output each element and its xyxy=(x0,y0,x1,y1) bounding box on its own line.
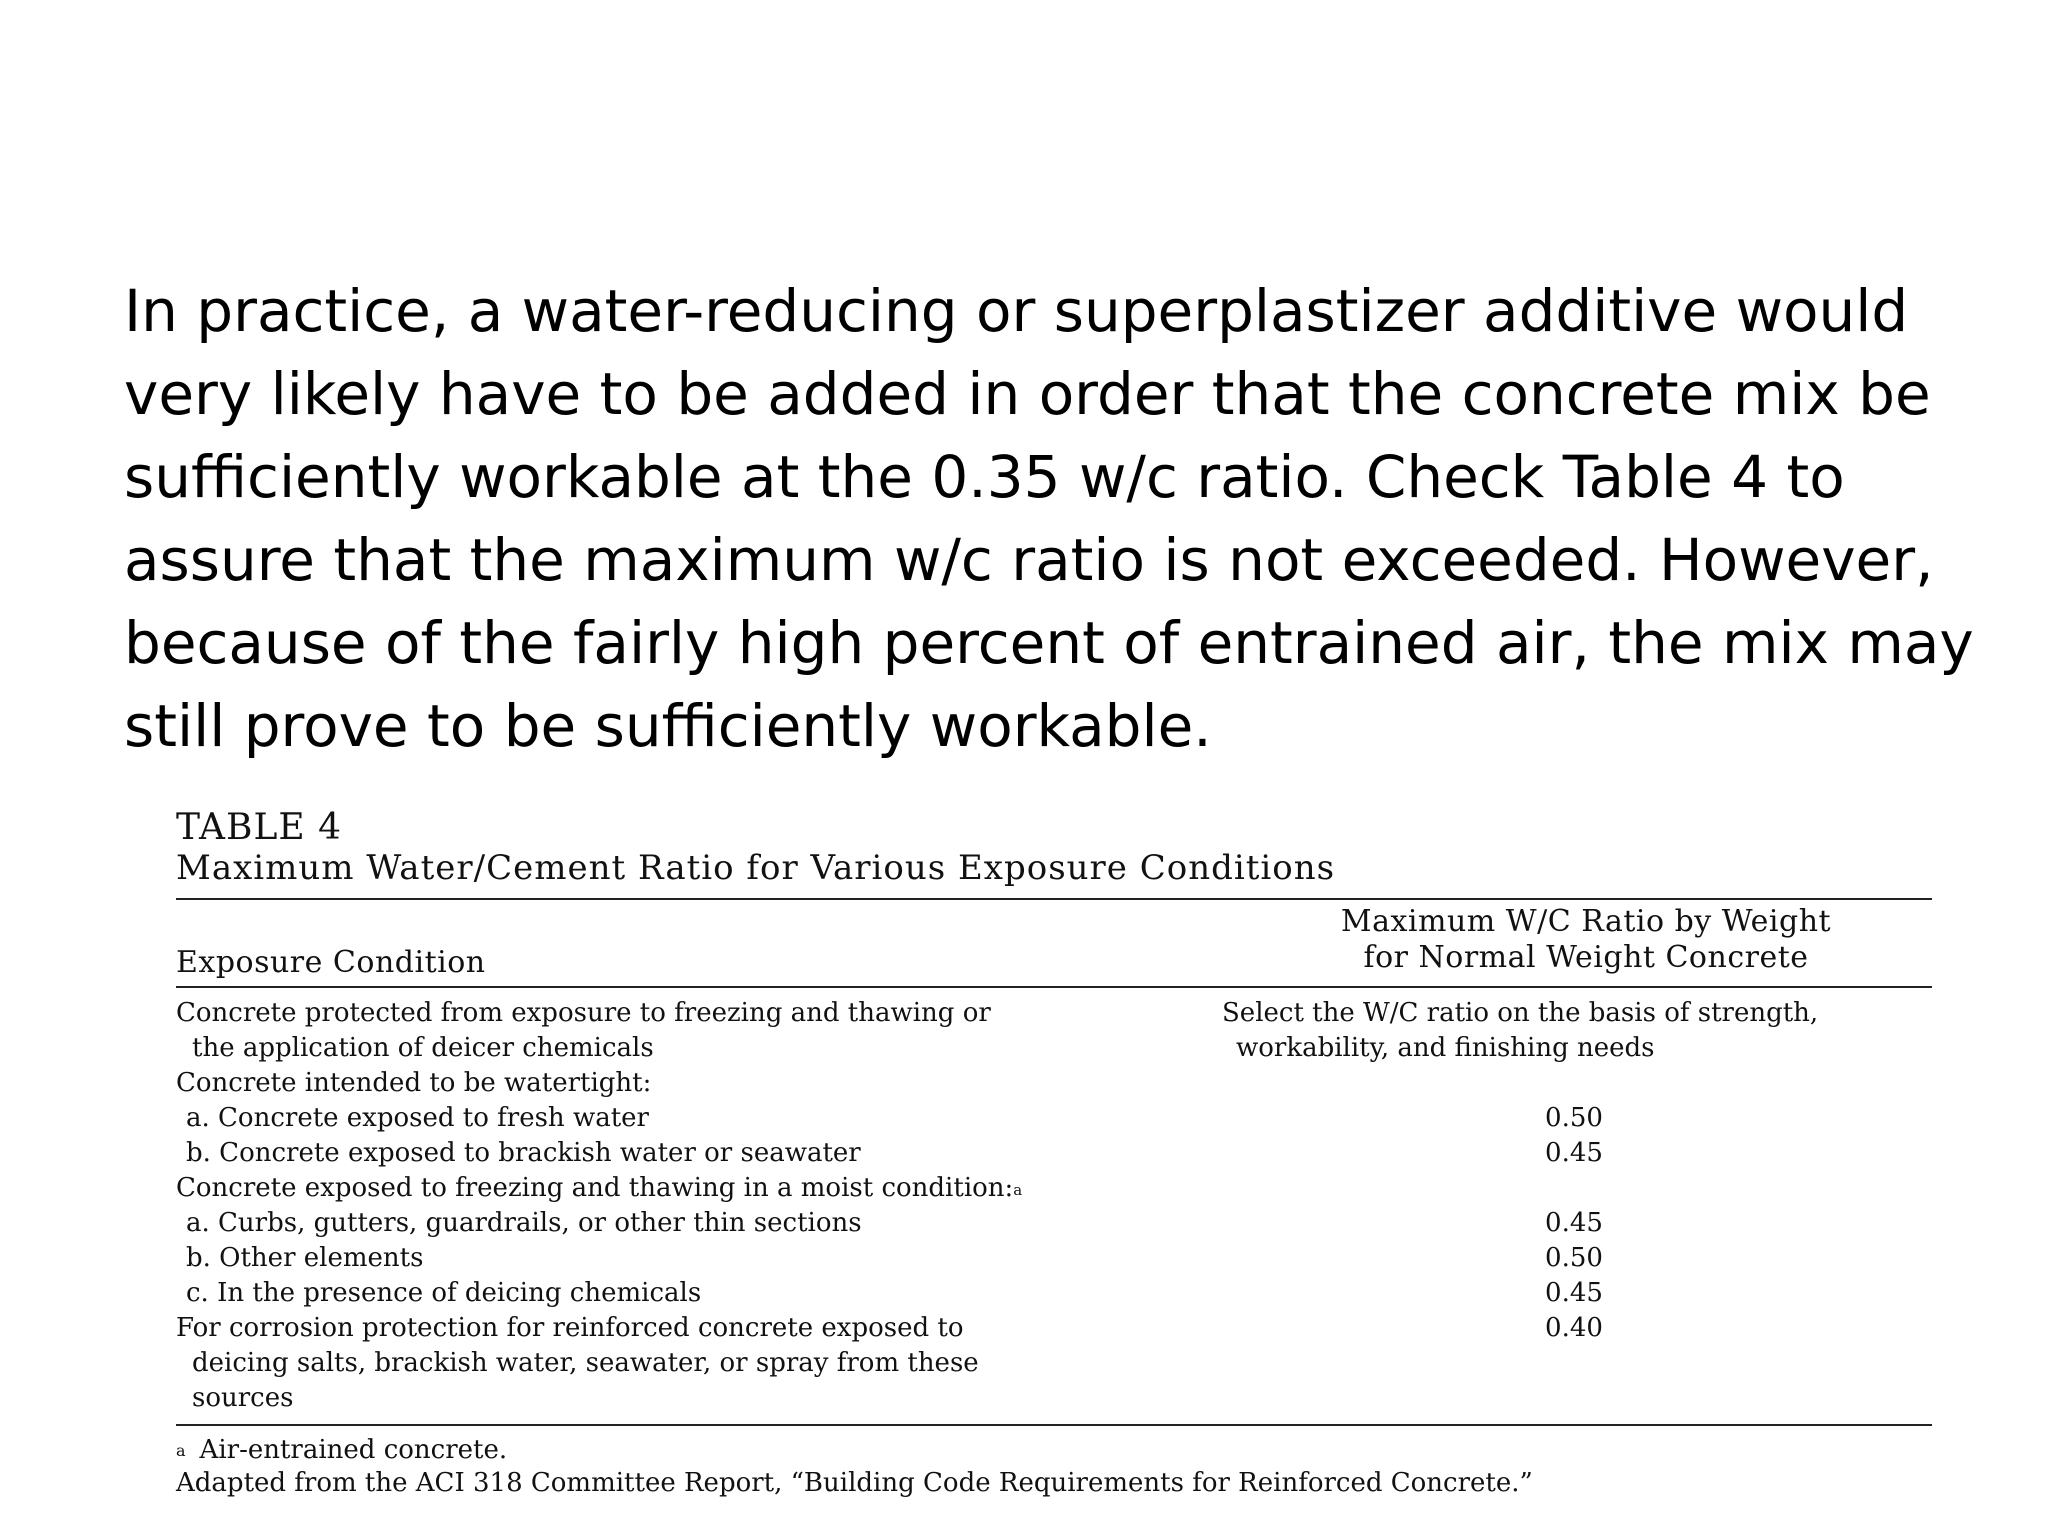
table-body xyxy=(176,988,1932,1424)
row-value xyxy=(1216,1066,1932,1101)
table-row xyxy=(176,1066,1932,1101)
table-row xyxy=(176,1136,1932,1171)
row-condition: a. Curbs, gutters, guardrails, or other thin sections xyxy=(186,1208,862,1238)
row-condition-text: Concrete exposed to freezing and thawing in a moist condition: xyxy=(176,1173,1014,1203)
row-value xyxy=(1216,996,1932,1066)
row-condition: Concrete intended to be watertight: xyxy=(176,1068,652,1098)
row-condition: b. Concrete exposed to brackish water or seawater xyxy=(186,1138,861,1168)
row-condition xyxy=(176,1311,1216,1416)
paragraph-line: In practice, a water-reducing or superplastizer additive would xyxy=(124,277,1909,345)
table-row xyxy=(176,1101,1932,1136)
table-source-note: Adapted from the ACI 318 Committee Report, “Building Code Requirements for Reinforced Concrete.” xyxy=(176,1468,1533,1498)
table-row xyxy=(176,1241,1932,1276)
row-condition-line: deicing salts, brackish water, seawater, or spray from these xyxy=(192,1348,979,1378)
row-condition: c. In the presence of deicing chemicals xyxy=(186,1278,702,1308)
row-condition xyxy=(176,1171,1216,1206)
paragraph-line: because of the fairly high percent of entrained air, the mix may xyxy=(124,609,1974,677)
paragraph-line: sufficiently workable at the 0.35 w/c ratio. Check Table 4 to xyxy=(124,443,1845,511)
body-paragraph xyxy=(124,270,1974,768)
header-max-wc-line2: for Normal Weight Concrete xyxy=(1363,940,1809,975)
row-condition-line: Concrete protected from exposure to freezing and thawing or xyxy=(176,998,991,1028)
table-row xyxy=(176,1171,1932,1206)
row-condition-line: sources xyxy=(192,1383,294,1413)
row-value: 0.40 xyxy=(1545,1313,1603,1343)
row-value: 0.50 xyxy=(1545,1243,1603,1273)
table-row xyxy=(176,996,1932,1066)
header-exposure-condition: Exposure Condition xyxy=(176,945,486,980)
row-value: 0.50 xyxy=(1545,1103,1603,1133)
row-condition: a. Concrete exposed to fresh water xyxy=(186,1103,649,1133)
table-title: Maximum Water/Cement Ratio for Various Exposure Conditions xyxy=(176,848,1336,888)
footnote-mark: a xyxy=(176,1441,186,1460)
footnote-reference: a xyxy=(1013,1181,1023,1199)
table-row xyxy=(176,1311,1932,1416)
table-figure xyxy=(176,808,1932,1500)
table-row xyxy=(176,1276,1932,1311)
header-max-wc-line1: Maximum W/C Ratio by Weight xyxy=(1340,904,1832,939)
row-value: 0.45 xyxy=(1545,1278,1603,1308)
table-number: TABLE 4 xyxy=(176,807,343,848)
table-header xyxy=(176,900,1932,986)
row-value-line: workability, and finishing needs xyxy=(1236,1033,1655,1063)
header-max-wc-ratio xyxy=(1236,904,1936,976)
footnote xyxy=(176,1434,1932,1467)
paragraph-line: very likely have to be added in order that the concrete mix be xyxy=(124,360,1931,428)
footnote-text: Air-entrained concrete. xyxy=(199,1435,508,1465)
paragraph-line: still prove to be sufficiently workable. xyxy=(124,692,1212,760)
row-value: 0.45 xyxy=(1545,1208,1603,1238)
row-condition xyxy=(176,996,1216,1066)
row-value-line: Select the W/C ratio on the basis of strength, xyxy=(1222,998,1819,1028)
table-row xyxy=(176,1206,1932,1241)
row-value xyxy=(1216,1171,1932,1206)
row-condition: b. Other elements xyxy=(186,1243,424,1273)
table-footnotes xyxy=(176,1426,1932,1500)
row-value: 0.45 xyxy=(1545,1138,1603,1168)
paragraph-line: assure that the maximum w/c ratio is not exceeded. However, xyxy=(124,526,1934,594)
row-condition-line: the application of deicer chemicals xyxy=(192,1033,654,1063)
row-condition-line: For corrosion protection for reinforced concrete exposed to xyxy=(176,1313,964,1343)
